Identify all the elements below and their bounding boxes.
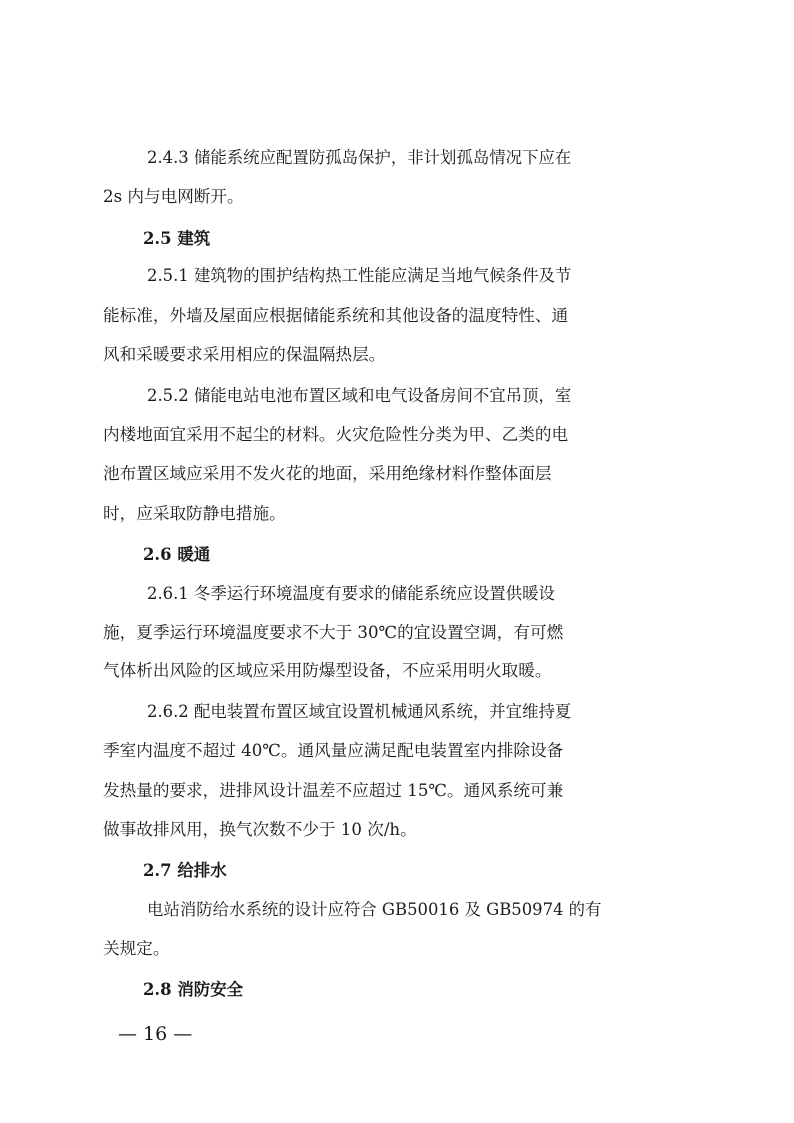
paragraph-2-5-1-line-3 bbox=[0, 341, 794, 369]
paragraph-2-4-3-line-2 bbox=[0, 183, 794, 211]
paragraph-2-5-2-line-3 bbox=[0, 460, 794, 488]
text-line: 做事故排风用，换气次数不少于 10 次/h。 bbox=[103, 820, 417, 839]
paragraph-2-6-2-line-4 bbox=[0, 816, 794, 844]
page-number: — 16 — bbox=[118, 1023, 193, 1045]
paragraph-2-5-2-line-1 bbox=[0, 382, 794, 410]
text-line: 2.6.1 冬季运行环境温度有要求的储能系统应设置供暖设 bbox=[147, 584, 555, 603]
heading-text: 2.7 给排水 bbox=[143, 861, 227, 880]
paragraph-2-6-2-line-3 bbox=[0, 777, 794, 805]
text-line: 施，夏季运行环境温度要求不大于 30℃的宜设置空调，有可燃 bbox=[103, 623, 564, 642]
heading-text: 2.8 消防安全 bbox=[143, 980, 244, 999]
text-line: 能标准，外墙及屋面应根据储能系统和其他设备的温度特性、通 bbox=[103, 306, 569, 325]
section-heading-2-6 bbox=[0, 541, 794, 569]
paragraph-2-5-1-line-1 bbox=[0, 262, 794, 290]
paragraph-2-6-1-line-2 bbox=[0, 619, 794, 647]
paragraph-2-5-1-line-2 bbox=[0, 302, 794, 330]
paragraph-2-6-1-line-1 bbox=[0, 580, 794, 608]
text-line: 2s 内与电网断开。 bbox=[103, 187, 244, 206]
section-heading-2-5 bbox=[0, 225, 794, 253]
text-line: 季室内温度不超过 40℃。通风量应满足配电装置室内排除设备 bbox=[103, 741, 564, 760]
heading-text: 2.5 建筑 bbox=[143, 229, 211, 248]
paragraph-2-7-line-2 bbox=[0, 935, 794, 963]
heading-text: 2.6 暖通 bbox=[143, 545, 211, 564]
section-heading-2-7 bbox=[0, 857, 794, 885]
text-line: 风和采暖要求采用相应的保温隔热层。 bbox=[103, 345, 386, 364]
paragraph-2-4-3-line-1 bbox=[0, 144, 794, 172]
text-line: 2.5.2 储能电站电池布置区域和电气设备房间不宜吊顶，室 bbox=[147, 386, 572, 405]
paragraph-2-5-2-line-4 bbox=[0, 500, 794, 528]
text-line: 关规定。 bbox=[103, 939, 170, 958]
text-line: 内楼地面宜采用不起尘的材料。火灾危险性分类为甲、乙类的电 bbox=[103, 425, 569, 444]
text-line: 电站消防给水系统的设计应符合 GB50016 及 GB50974 的有 bbox=[147, 900, 602, 919]
text-line: 2.4.3 储能系统应配置防孤岛保护，非计划孤岛情况下应在 bbox=[147, 148, 572, 167]
text-line: 发热量的要求，进排风设计温差不应超过 15℃。通风系统可兼 bbox=[103, 781, 564, 800]
paragraph-2-6-2-line-1 bbox=[0, 698, 794, 726]
paragraph-2-5-2-line-2 bbox=[0, 421, 794, 449]
text-line: 气体析出风险的区域应采用防爆型设备，不应采用明火取暖。 bbox=[103, 661, 552, 680]
text-line: 时，应采取防静电措施。 bbox=[103, 504, 286, 523]
text-line: 2.5.1 建筑物的围护结构热工性能应满足当地气候条件及节 bbox=[147, 266, 572, 285]
section-heading-2-8 bbox=[0, 976, 794, 1004]
text-line: 2.6.2 配电装置布置区域宜设置机械通风系统，并宜维持夏 bbox=[147, 702, 572, 721]
paragraph-2-6-2-line-2 bbox=[0, 737, 794, 765]
paragraph-2-6-1-line-3 bbox=[0, 657, 794, 685]
text-line: 池布置区域应采用不发火花的地面，采用绝缘材料作整体面层 bbox=[103, 464, 552, 483]
paragraph-2-7-line-1 bbox=[0, 896, 794, 924]
